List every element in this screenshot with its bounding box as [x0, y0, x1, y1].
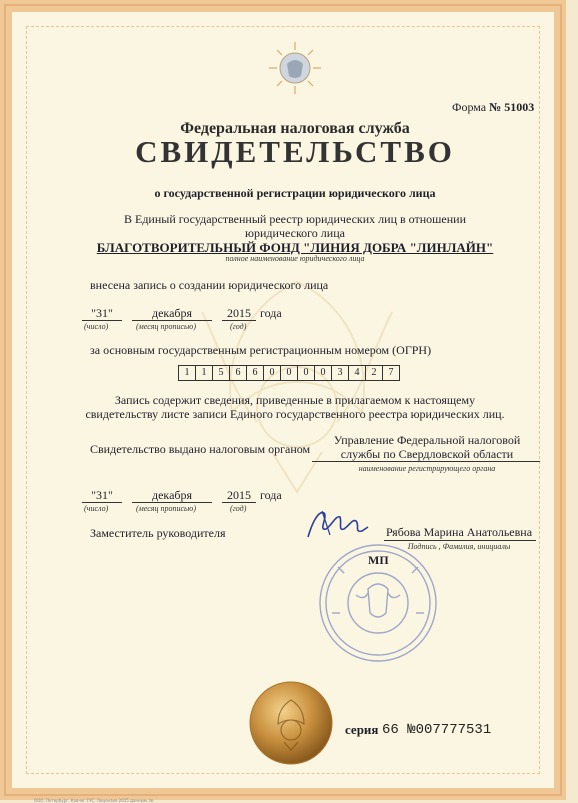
- intro-line-2: юридического лица: [245, 226, 345, 240]
- authority-caption: наименование регистрирующего органа: [358, 464, 496, 473]
- entry-year-caption: (год): [230, 322, 247, 331]
- official-stamp-icon: [317, 542, 439, 664]
- ogrn-digit: 1: [195, 365, 213, 381]
- entry-day-caption: (число): [84, 322, 109, 331]
- issued-label: Свидетельство выдано налоговым органом: [90, 442, 311, 456]
- authority-line-1: Управление Федеральной налоговой: [333, 433, 521, 447]
- form-label: Форма: [452, 100, 487, 114]
- seal-place-label: МП: [368, 553, 389, 567]
- form-number-value: № 51003: [489, 100, 535, 114]
- entry-year-word: года: [260, 306, 282, 320]
- ogrn-digit: 1: [178, 365, 196, 381]
- document-title: СВИДЕТЕЛЬСТВО: [135, 134, 455, 169]
- issued-month: декабря: [151, 488, 193, 502]
- ogrn-digit: 0: [263, 365, 281, 381]
- organization-name: БЛАГОТВОРИТЕЛЬНЫЙ ФОНД "ЛИНИЯ ДОБРА "ЛИНЛАЙН": [96, 240, 494, 255]
- ogrn-digit: 0: [297, 365, 315, 381]
- ogrn-number: [178, 365, 399, 381]
- ogrn-digit: 2: [365, 365, 383, 381]
- entry-day: "31": [91, 306, 113, 320]
- organization-caption: полное наименование юридического лица: [225, 254, 365, 263]
- issued-date: [82, 488, 302, 518]
- signer-position: Заместитель руководителя: [90, 526, 226, 540]
- intro-line-1: В Единый государственный реестр юридических лиц в отношении: [123, 212, 466, 226]
- ogrn-label: за основным государственным регистрационным номером (ОГРН): [90, 343, 432, 357]
- issued-year-word: года: [260, 488, 282, 502]
- entry-date: [82, 306, 302, 336]
- issued-day-caption: (число): [84, 504, 109, 513]
- issued-year: 2015: [227, 488, 251, 502]
- series-label: серия: [345, 722, 379, 737]
- ogrn-digit: 6: [246, 365, 264, 381]
- handwritten-signature-icon: [302, 507, 372, 543]
- ogrn-digit: 7: [382, 365, 400, 381]
- printer-footnote: ООО. Петербург. Ковчег ГУС. Лицензия 2015 данным. №: [34, 798, 154, 803]
- entry-text: внесена запись о создании юридического лица: [90, 278, 329, 292]
- entry-month-caption: (месяц прописью): [136, 322, 196, 331]
- form-number: [452, 100, 534, 115]
- entry-year: 2015: [227, 306, 251, 320]
- issuing-authority: Федеральная налоговая служба: [180, 120, 410, 137]
- ogrn-digit: 4: [348, 365, 366, 381]
- issued-year-caption: (год): [230, 504, 247, 513]
- document-subtitle: о государственной регистрации юридического лица: [154, 186, 436, 200]
- top-emblem-icon: [267, 40, 323, 96]
- authority-line-2: службы по Свердловской области: [340, 447, 514, 461]
- ogrn-digit: 6: [229, 365, 247, 381]
- signature-caption: Подпись , Фамилия, инициалы: [407, 542, 511, 551]
- ogrn-digit: 3: [331, 365, 349, 381]
- series-number: 66 №007777531: [382, 722, 492, 738]
- entry-month: декабря: [151, 306, 193, 320]
- signer-name: Рябова Марина Анатольевна: [385, 525, 533, 539]
- issued-month-caption: (месяц прописью): [136, 504, 196, 513]
- record-line-1: Запись содержит сведения, приведенные в прилагаемом к настоящему: [114, 393, 476, 407]
- ogrn-digit: 0: [280, 365, 298, 381]
- record-line-2: свидетельству листе записи Единого государственного реестра юридических лиц.: [85, 407, 505, 421]
- ogrn-digit: 0: [314, 365, 332, 381]
- issued-day: "31": [91, 488, 113, 502]
- ogrn-digit: 5: [212, 365, 230, 381]
- gold-hologram-seal-icon: [248, 680, 334, 766]
